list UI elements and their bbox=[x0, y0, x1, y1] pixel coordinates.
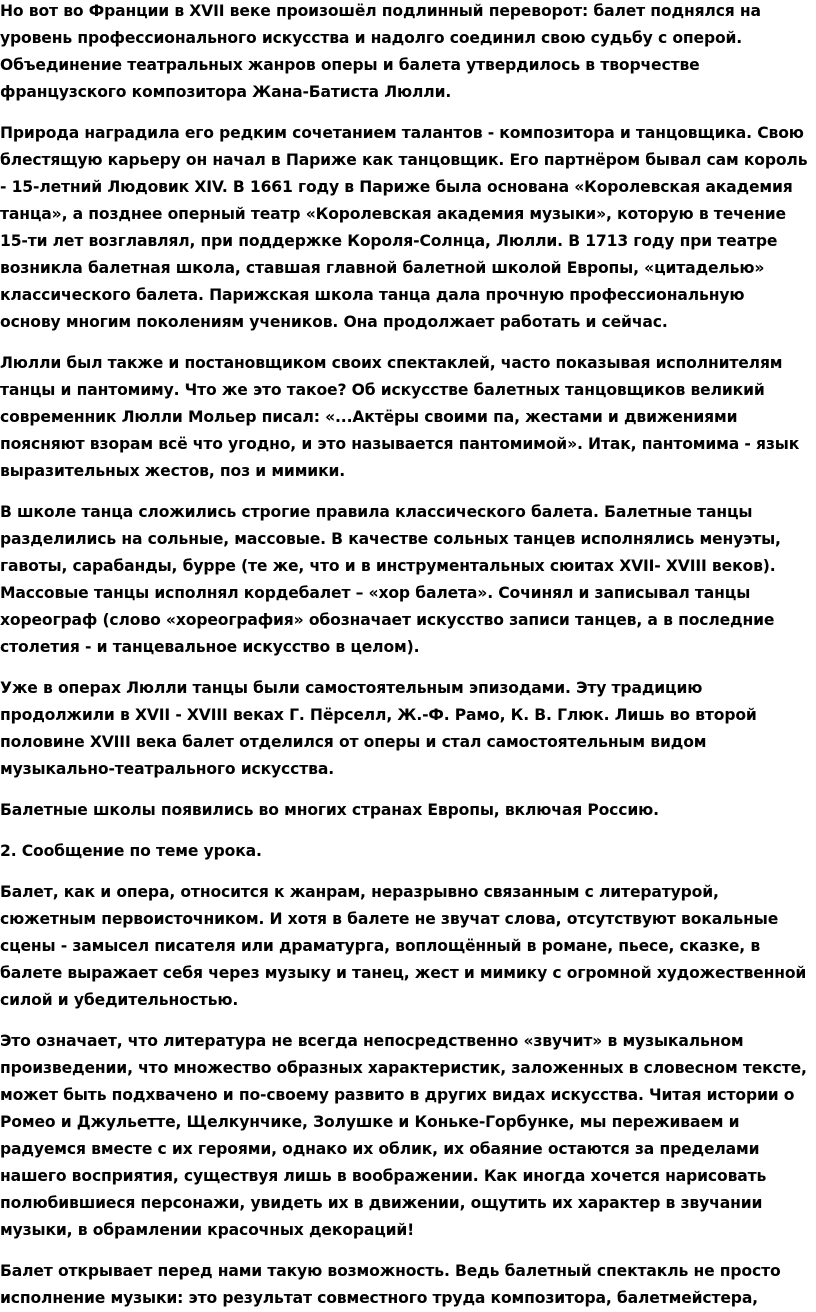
paragraph-france-17th-century: Но вот во Франции в XVII веке произошёл подлинный переворот: балет поднялся на уровень профессионального искусства и надолго соединил свою судьбу с оперой. Объединение театральных жанров оперы и балета утвердилось в творчестве французского композитора Жана-Батиста Люлли. bbox=[0, 2, 761, 101]
paragraph-pantomime: Люлли был также и постановщиком своих спектаклей, часто показывая исполнителям танцы и пантомиму. Что же это такое? Об искусстве балетных танцовщиков великий современник Люлли Мольер писал: «...Актёры своими па, жестами и движениями поясняют взорам всё что угодно, и это называется пантомимой». Итак, пантомима - язык выразительных жестов, поз и мимики. bbox=[0, 354, 800, 480]
paragraph-lully-talents: Природа наградила его редким сочетанием талантов - композитора и танцовщика. Свою блестящую карьеру он начал в Париже как танцовщик. Его партнёром бывал сам король - 15-летний Людовик XIV. В 1661 году в Париже была основана «Королевская академия танца», а позднее оперный театр «Королевская академия музыки», которую в течение 15-ти лет возглавлял, при поддержке Короля-Солнца, Люлли. В 1713 году при театре возникла балетная школа, ставшая главной балетной школой Европы, «цитаделью» классического балета. Парижская школа танца дала прочную профессиональную основу многим поколениям учеников. Она продолжает работать и сейчас. bbox=[0, 124, 808, 331]
paragraph-literature-in-music: Это означает, что литература не всегда непосредственно «звучит» в музыкальном произведении, что множество образных характеристик, заложенных в словесном тексте, может быть подхвачено и по-своему развито в других видах искусства. Читая истории о Ромео и Джульетте, Щелкунчике, Золушке и Коньке-Горбунке, мы переживаем и радуемся вместе с их героями, однако их облик, их обаяние остаются за пределами нашего восприятия, существуя лишь в воображении. Как иногда хочется нарисовать полюбившиеся персонажи, увидеть их в движении, ощутить их характер в звучании музыки, в обрамлении красочных декораций! bbox=[0, 1032, 807, 1239]
section-heading-lesson-topic: 2. Сообщение по теме урока. bbox=[0, 842, 262, 860]
paragraph-ballet-and-literature: Балет, как и опера, относится к жанрам, неразрывно связанным с литературой, сюжетным первоисточником. И хотя в балете не звучат слова, отсутствуют вокальные сцены - замысел писателя или драматурга, воплощённый в романе, пьесе, сказке, в балете выражает себя через музыку и танец, жест и мимику с огромной художественной силой и убедительностью. bbox=[0, 883, 807, 1009]
paragraph-ballet-schools-europe: Балетные школы появились во многих странах Европы, включая Россию. bbox=[0, 801, 659, 819]
paragraph-dance-school-rules: В школе танца сложились строгие правила классического балета. Балетные танцы разделились на сольные, массовые. В качестве сольных танцев исполнялись менуэты, гавоты, сарабанды, бурре (те же, что и в инструментальных сюитах XVII- XVIII веков). Массовые танцы исполнял кордебалет – «хор балета». Сочинял и записывал танцы хореограф (слово «хореография» обозначает искусство записи танцев, а в последние столетия - и танцевальное искусство в целом). bbox=[0, 503, 781, 656]
paragraph-ballet-separation: Уже в операх Люлли танцы были самостоятельным эпизодами. Эту традицию продолжили в XVII - XVIII веках Г. Пёрселл, Ж.-Ф. Рамо, К. В. Глюк. Лишь во второй половине XVIII века балет отделился от оперы и стал самостоятельным видом музыкально-театрального искусства. bbox=[0, 679, 757, 778]
paragraph-ballet-opportunity: Балет открывает перед нами такую возможность. Ведь балетный спектакль не просто исполнение музыки: это результат совместного труда композитора, балетмейстера, bbox=[0, 1262, 781, 1307]
